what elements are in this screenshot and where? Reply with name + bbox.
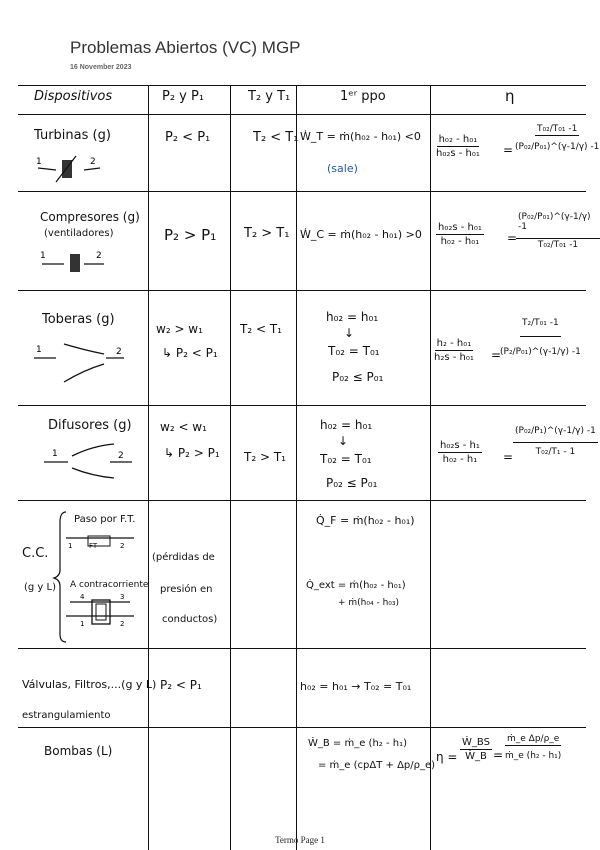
table-column-rule (296, 85, 297, 850)
equals-sign: = (503, 450, 514, 464)
toberas-law1: h₀₂ = h₀₁ (326, 310, 379, 324)
device-bombas: Bombas (L) (44, 744, 113, 758)
cc-law1: Q̇_F = ṁ(h₀₂ - h₀₁) (316, 514, 415, 527)
fraction-denominator: T₀₂/T₀₁ -1 (537, 240, 579, 250)
table-rule (18, 648, 586, 649)
turbinas-pressure: P₂ < P₁ (165, 130, 211, 145)
label-1: 1 (36, 345, 42, 355)
difusores-law3: T₀₂ = T₀₁ (320, 452, 372, 466)
label-1: 1 (68, 542, 73, 550)
device-difusores: Difusores (g) (48, 418, 132, 433)
equals-sign: = (491, 348, 502, 362)
toberas-eff-frac2 (500, 318, 581, 357)
fraction-numerator: h₀₂ - h₀₁ (438, 134, 478, 145)
fraction-numerator: T₂/T₀₁ -1 (520, 318, 561, 337)
header-efficiency: η (505, 87, 515, 105)
compresores-temperature: T₂ > T₁ (244, 226, 290, 241)
table-rule (18, 191, 586, 192)
fraction-denominator: (P₀₂/P₀₁)^(γ-1/γ) -1 (515, 142, 600, 152)
toberas-pressure: ↳ P₂ < P₁ (162, 346, 218, 360)
compresores-eff-frac1 (436, 222, 484, 247)
label-2: 2 (116, 347, 122, 357)
fraction-denominator: h₀₂s - h₀₁ (436, 148, 480, 159)
page-title: Problemas Abiertos (VC) MGP (70, 38, 301, 57)
toberas-temperature: T₂ < T₁ (240, 322, 282, 336)
turbinas-temperature: T₂ < T₁ (253, 130, 299, 145)
bombas-eff-frac1 (460, 737, 492, 762)
table-column-rule (430, 85, 431, 850)
bombas-law1: Ẇ_B = ṁ_e (h₂ - h₁) (308, 738, 408, 749)
label-2: 2 (90, 157, 96, 167)
fraction-numerator: ṁ_e Δp/ρ_e (507, 734, 560, 744)
page-date: 16 November 2023 (70, 64, 132, 71)
fraction-denominator: T₀₂/T₁ - 1 (535, 447, 576, 457)
fraction-numerator: T₀₂/T₀₁ -1 (537, 124, 578, 134)
label-2: 2 (118, 451, 124, 461)
toberas-law3: T₀₂ = T₀₁ (328, 344, 380, 358)
bombas-law2: = ṁ_e (cpΔT + Δp/ρ_e) (318, 760, 436, 771)
device-toberas: Toberas (g) (42, 312, 115, 327)
toberas-eff-frac1 (434, 338, 474, 363)
bombas-eff-frac2 (505, 734, 561, 761)
fraction-denominator: ṁ_e (h₂ - h₁) (505, 751, 562, 761)
equals-sign: = (507, 231, 518, 245)
turbinas-note: (sale) (327, 162, 358, 175)
table-column-rule (230, 85, 231, 850)
valvulas-pressure: P₂ < P₁ (160, 678, 202, 692)
label-1: 1 (40, 251, 46, 261)
label-2: 2 (96, 251, 102, 261)
label-2: 2 (120, 620, 125, 628)
diffuser-sketch (44, 442, 140, 482)
bombas-eff-lhs: η = (436, 750, 458, 764)
table-rule (18, 85, 586, 86)
cc-pressure-2: presión en (160, 584, 213, 595)
turbinas-eff-frac2 (515, 124, 599, 152)
label-3: 3 (120, 593, 125, 601)
fraction-numerator: h₀₂s - h₁ (440, 440, 480, 451)
toberas-law2: ↓ (344, 326, 355, 340)
device-compresores: Compresores (g) (40, 210, 140, 224)
header-pressure: P₂ y P₁ (162, 89, 205, 104)
fraction-denominator: h₀₂ - h₀₁ (440, 236, 480, 247)
difusores-law1: h₀₂ = h₀₁ (320, 418, 373, 432)
device-turbinas: Turbinas (g) (34, 128, 111, 143)
fraction-denominator: h₂s - h₀₁ (434, 352, 474, 363)
label-2: 2 (120, 542, 125, 550)
fraction-numerator: (P₀₂/P₁)^(γ-1/γ) -1 (513, 426, 598, 443)
table-rule (18, 500, 586, 501)
label-1: 1 (52, 449, 58, 459)
toberas-law4: P₀₂ ≤ P₀₁ (332, 370, 384, 384)
fraction-denominator: Ẇ_B (465, 751, 487, 762)
fraction-numerator: (P₀₂/P₀₁)^(γ-1/γ) -1 (516, 212, 600, 239)
turbinas-eff-frac1 (436, 134, 480, 159)
cc-sub: (g y L) (24, 582, 56, 593)
table-rule (18, 114, 586, 115)
page-footer: Termo Page 1 (275, 835, 325, 845)
equals-sign: = (493, 748, 504, 762)
difusores-law2: ↓ (338, 434, 349, 448)
cc-pressure-1: (pérdidas de (152, 552, 215, 563)
difusores-eff-frac1 (438, 440, 482, 465)
fraction-denominator: h₀₂ - h₁ (442, 454, 478, 465)
valvulas-law: h₀₂ = h₀₁ → T₀₂ = T₀₁ (300, 680, 412, 693)
difusores-law4: P₀₂ ≤ P₀₁ (326, 476, 378, 490)
compressor-sketch (40, 248, 110, 278)
cc-law3: + ṁ(h₀₄ - h₀₃) (338, 598, 400, 608)
valvulas-sub: estrangulamiento (22, 710, 111, 721)
table-column-rule (148, 85, 149, 850)
difusores-eff-frac2 (513, 426, 598, 457)
label-1: 1 (80, 620, 85, 628)
header-first-law: 1ᵉʳ ppo (340, 89, 386, 104)
table-rule (18, 405, 586, 406)
label-4: 4 (80, 593, 85, 601)
heat-exchanger-sketch (58, 508, 148, 644)
equals-sign: = (503, 143, 514, 157)
device-cc: C.C. (22, 546, 49, 561)
turbinas-first-law: Ẇ_T = ṁ(h₀₂ - h₀₁) <0 (300, 130, 421, 143)
fraction-numerator: Ẇ_BS (462, 737, 490, 748)
difusores-temperature: T₂ > T₁ (244, 450, 286, 464)
difusores-pressure: ↳ P₂ > P₁ (164, 446, 220, 460)
cc-pressure-3: conductos) (162, 614, 218, 625)
fraction-numerator: h₂ - h₀₁ (436, 338, 472, 349)
compresores-eff-frac2 (516, 212, 600, 250)
cc-ft-label: FT (89, 542, 98, 550)
toberas-velocity: w₂ > w₁ (156, 322, 203, 336)
compresores-pressure: P₂ > P₁ (164, 226, 217, 244)
table-rule (18, 727, 586, 728)
table-rule (18, 290, 586, 291)
difusores-velocity: w₂ < w₁ (160, 420, 207, 434)
compresores-note: (ventiladores) (44, 228, 114, 239)
cc-contra: A contracorriente (70, 580, 149, 590)
label-1: 1 (36, 157, 42, 167)
cc-paso: Paso por F.T. (74, 514, 136, 525)
compresores-first-law: Ẇ_C = ṁ(h₀₂ - h₀₁) >0 (300, 228, 422, 241)
fraction-numerator: h₀₂s - h₀₁ (438, 222, 482, 233)
nozzle-sketch (34, 340, 130, 390)
cc-law2: Q̇_ext = ṁ(h₀₂ - h₀₁) (306, 580, 406, 591)
device-valvulas: Válvulas, Filtros,...(g y L) (22, 678, 157, 691)
fraction-denominator: (P₂/P₀₁)^(γ-1/γ) -1 (500, 347, 581, 357)
header-temperature: T₂ y T₁ (248, 89, 291, 104)
turbine-sketch (36, 154, 106, 184)
header-device: Dispositivos (34, 89, 113, 104)
